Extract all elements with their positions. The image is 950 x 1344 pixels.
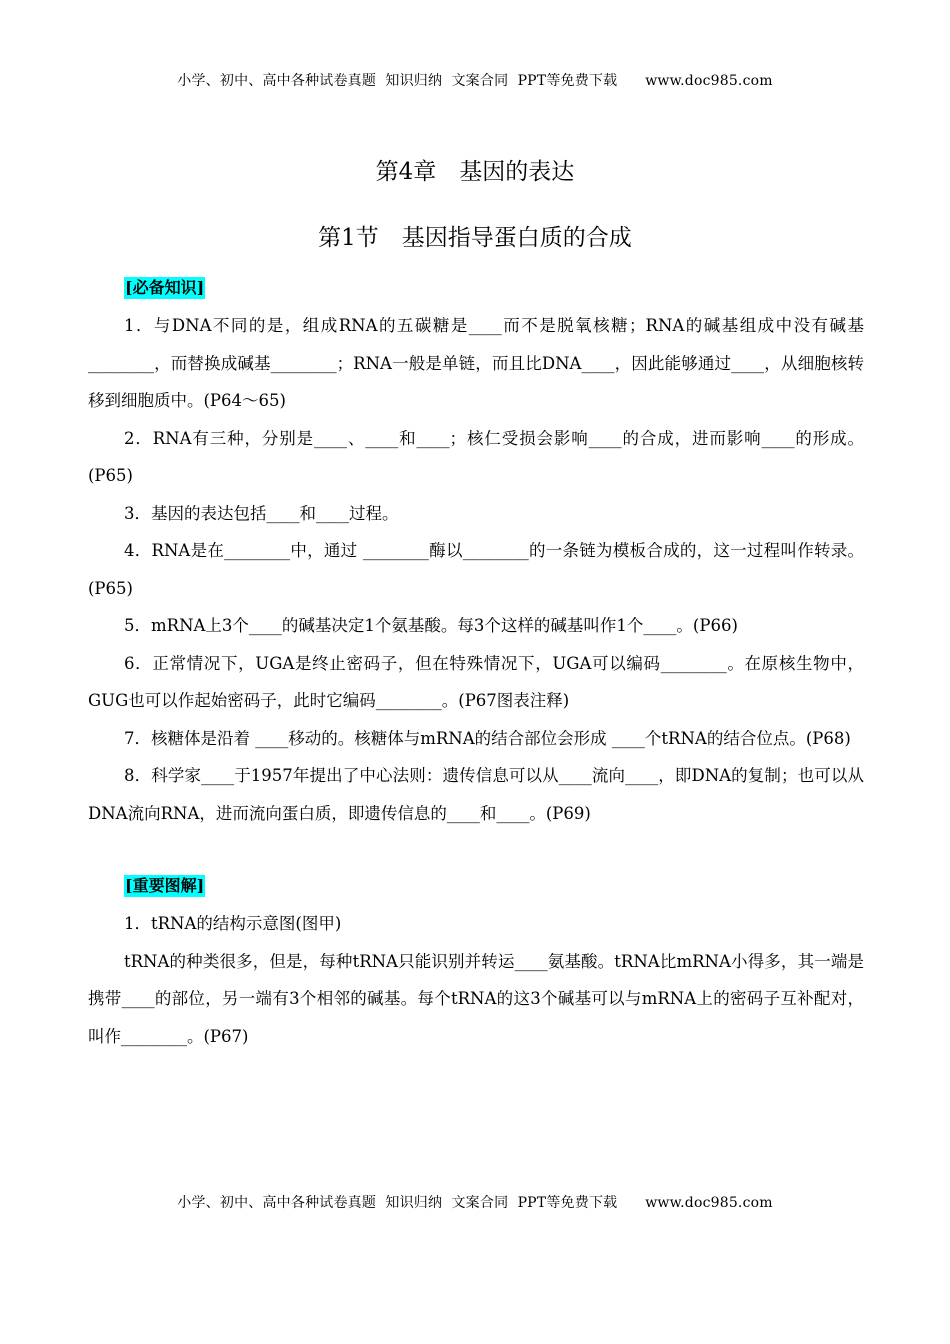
question-1: 1．与DNA不同的是，组成RNA的五碳糖是____而不是脱氧核糖；RNA的碱基组成中没有碱基________，而替换成碱基________；RNA一般是单链，而且比DNA____，因此能够通过____，从细胞核转移到细胞质中。(P64～65) [88, 316, 864, 410]
question-2: 2．RNA有三种，分别是____、____和____；核仁受损会影响____的合成，进而影响____的形成。(P65) [88, 428, 864, 485]
question-5: 5．mRNA上3个____的碱基决定1个氨基酸。每3个这样的碱基叫作1个____。(P66) [124, 616, 738, 635]
chapter-title: 第4章 基因的表达 [375, 159, 575, 185]
section-title: 第1节 基因指导蛋白质的合成 [318, 225, 632, 251]
question-4: 4．RNA是在________中，通过 ________酶以________的一条链为模板合成的，这一过程叫作转录。(P65) [88, 541, 864, 598]
question-3: 3．基因的表达包括____和____过程。 [124, 503, 399, 523]
question-8: 8．科学家____于1957年提出了中心法则：遗传信息可以从____流向____，即DNA的复制；也可以从DNA流向RNA，进而流向蛋白质，即遗传信息的____和____。(P69) [88, 766, 864, 823]
diagram-tag: [重要图解] [125, 876, 205, 895]
page-footer: 小学、初中、高中各种试卷真题 知识归纳 文案合同 PPT等免费下载 www.doc985.com [177, 1195, 773, 1211]
knowledge-list [88, 307, 864, 832]
knowledge-tag: [必备知识] [125, 278, 205, 297]
page-header: 小学、初中、高中各种试卷真题 知识归纳 文案合同 PPT等免费下载 www.doc985.com [177, 73, 773, 89]
diagram-heading: 1．tRNA的结构示意图(图甲) [124, 914, 342, 933]
question-7: 7．核糖体是沿着 ____移动的。核糖体与mRNA的结合部位会形成 ____个tRNA的结合位点。(P68) [124, 728, 851, 748]
question-6: 6．正常情况下，UGA是终止密码子，但在特殊情况下，UGA可以编码________。在原核生物中，GUG也可以作起始密码子，此时它编码________。(P67图表注释) [88, 653, 864, 710]
diagram-paragraph: tRNA的种类很多，但是，每种tRNA只能识别并转运____氨基酸。tRNA比mRNA小得多，其一端是携带____的部位，另一端有3个相邻的碱基。每个tRNA的这3个碱基可以与mRNA上的密码子互补配对，叫作________。(P67) [88, 951, 864, 1046]
diagram-list [88, 905, 864, 1055]
